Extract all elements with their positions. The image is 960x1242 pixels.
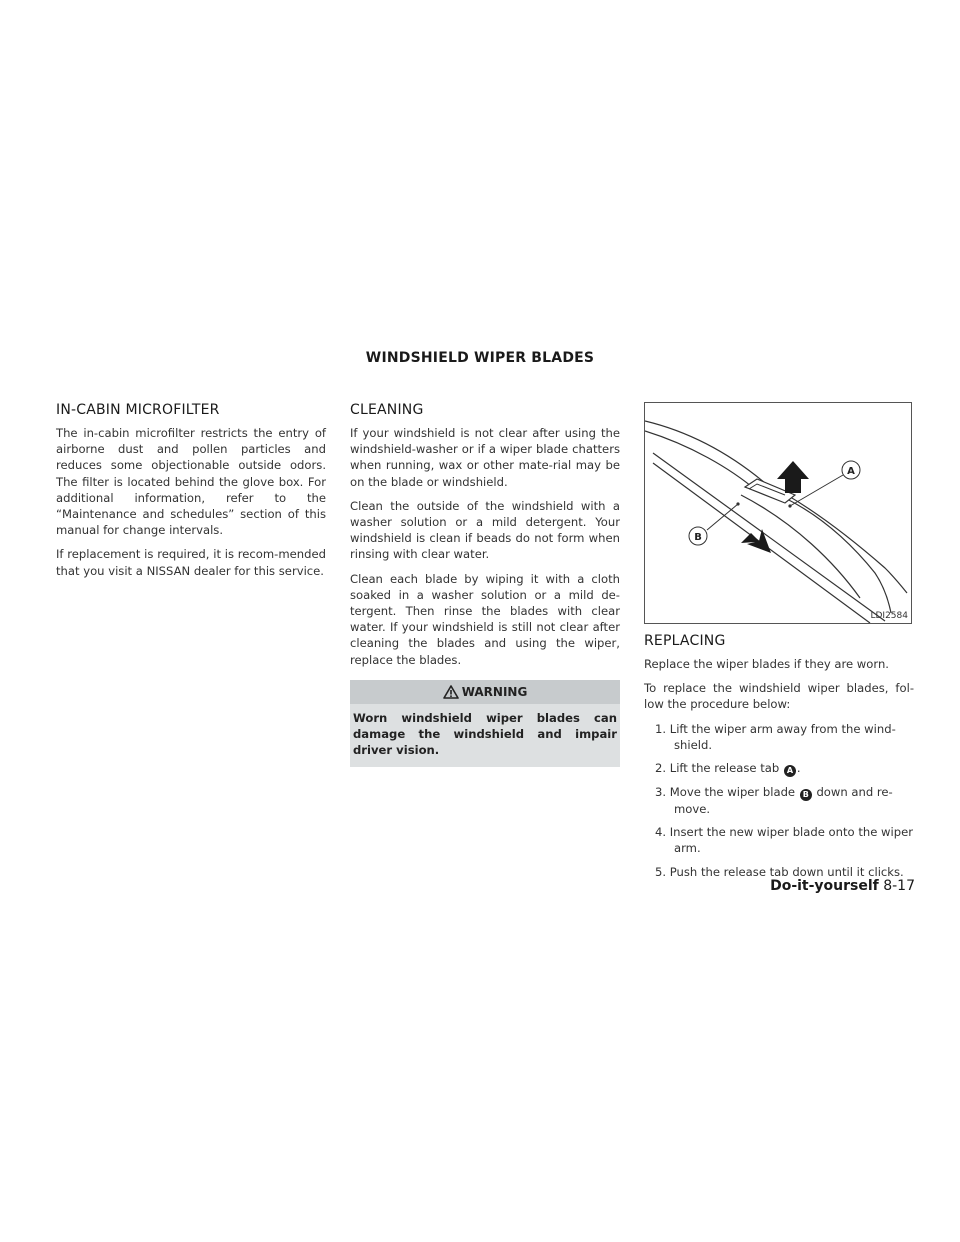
microfilter-heading: IN-CABIN MICROFILTER [56, 402, 220, 418]
cleaning-heading: CLEANING [350, 402, 424, 418]
ref-b-badge: B [800, 789, 812, 801]
column-replacing [644, 402, 914, 887]
chapter-name: Do-it-yourself [770, 878, 879, 894]
cleaning-paragraph-1: If your windshield is not clear after using the windshield-washer or if a wiper blade chatters when running, wax or other mate-rial may be on the blade or windshield. [350, 426, 620, 489]
step-item: 2. Lift the release tab A . [655, 761, 801, 776]
warning-box [350, 680, 620, 768]
wiper-blade-figure [644, 402, 912, 624]
replacing-paragraph-2: To replace the windshield wiper blades, fol-low the procedure below: [644, 681, 914, 712]
warning-triangle-icon [443, 685, 459, 699]
up-arrow-icon [777, 461, 809, 493]
step-item: 5. Push the release tab down until it clicks. [655, 864, 904, 879]
ref-a-badge: A [784, 765, 796, 777]
replacing-heading: REPLACING [644, 633, 726, 649]
callout-a-label: A [847, 466, 855, 477]
callout-b-label: B [694, 532, 702, 543]
column-cleaning [350, 402, 620, 767]
warning-header [350, 680, 620, 704]
section-title: WINDSHIELD WIPER BLADES [365, 350, 595, 366]
column-microfilter [56, 402, 326, 587]
wiper-blade-illustration [645, 403, 911, 623]
step-item: 1. Lift the wiper arm away from the wind-shield. [655, 721, 896, 752]
microfilter-paragraph-1: The in-cabin microfilter restricts the entry of airborne dust and pollen particles and reduces some objectionable outside odors. The filter is located behind the glove box. For additional information, refer to the “Maintenance and schedules” section of this manual for change intervals. [56, 426, 326, 538]
microfilter-paragraph-2: If replacement is required, it is recom-mended that you visit a NISSAN dealer for this service. [56, 547, 326, 578]
cleaning-paragraph-3: Clean each blade by wiping it with a cloth soaked in a washer solution or a mild de-tergent. Then rinse the blades with clear water. If your windshield is still not clear after cleaning the blades and using the wiper, replace the blades. [350, 571, 620, 667]
replacing-paragraph-1: Replace the wiper blades if they are worn. [644, 657, 889, 671]
replacement-steps [644, 721, 914, 880]
step-item: 4. Insert the new wiper blade onto the wiper arm. [655, 825, 913, 856]
cleaning-paragraph-2: Clean the outside of the windshield with a washer solution or a mild detergent. Your windshield is clean if beads do not form when rinsing with clear water. [350, 498, 620, 562]
step-item: 3. Move the wiper blade B down and re-move. [655, 785, 893, 817]
figure-id-label: LDI2584 [870, 611, 908, 621]
page-footer [770, 878, 915, 894]
warning-text: Worn windshield wiper blades can damage the windshield and impair driver vision. [353, 710, 617, 758]
page-number: 8-17 [883, 878, 915, 894]
down-right-arrow-icon [741, 529, 771, 553]
warning-title: WARNING [461, 684, 528, 699]
